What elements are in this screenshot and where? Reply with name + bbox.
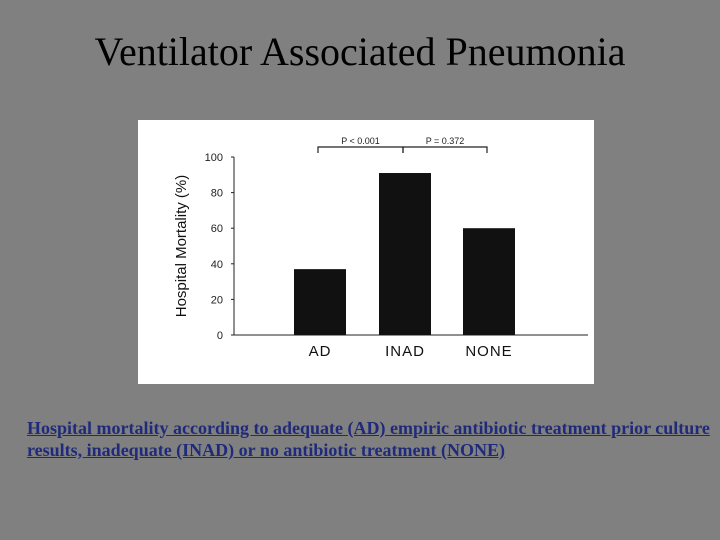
p-value-label: P = 0.372	[425, 136, 465, 146]
bar-chart	[138, 120, 594, 384]
y-axis-label: Hospital Mortality (%)	[173, 174, 190, 318]
y-tick-label: 0	[216, 330, 223, 342]
bar-none	[463, 228, 515, 335]
figure-caption: Hospital mortality according to adequate (AD) empiric antibiotic treatment prior culture results, inadequate (INAD) or no antibiotic treatment (NONE)	[27, 418, 710, 460]
chart-figure	[138, 120, 594, 384]
bar-inad	[379, 173, 431, 335]
p-value-label: P < 0.001	[341, 136, 380, 146]
x-tick-label: NONE	[465, 343, 513, 360]
significance-bracket	[318, 147, 403, 153]
y-tick-label: 100	[204, 152, 223, 164]
x-tick-label: AD	[308, 343, 332, 360]
slide-title: Ventilator Associated Pneumonia	[94, 29, 626, 74]
x-tick-label: INAD	[385, 343, 425, 360]
y-tick-label: 80	[210, 187, 223, 200]
y-tick-label: 20	[210, 294, 223, 307]
significance-bracket	[403, 147, 487, 153]
bar-ad	[294, 269, 346, 335]
y-tick-label: 40	[210, 258, 223, 271]
y-tick-label: 60	[210, 223, 223, 236]
